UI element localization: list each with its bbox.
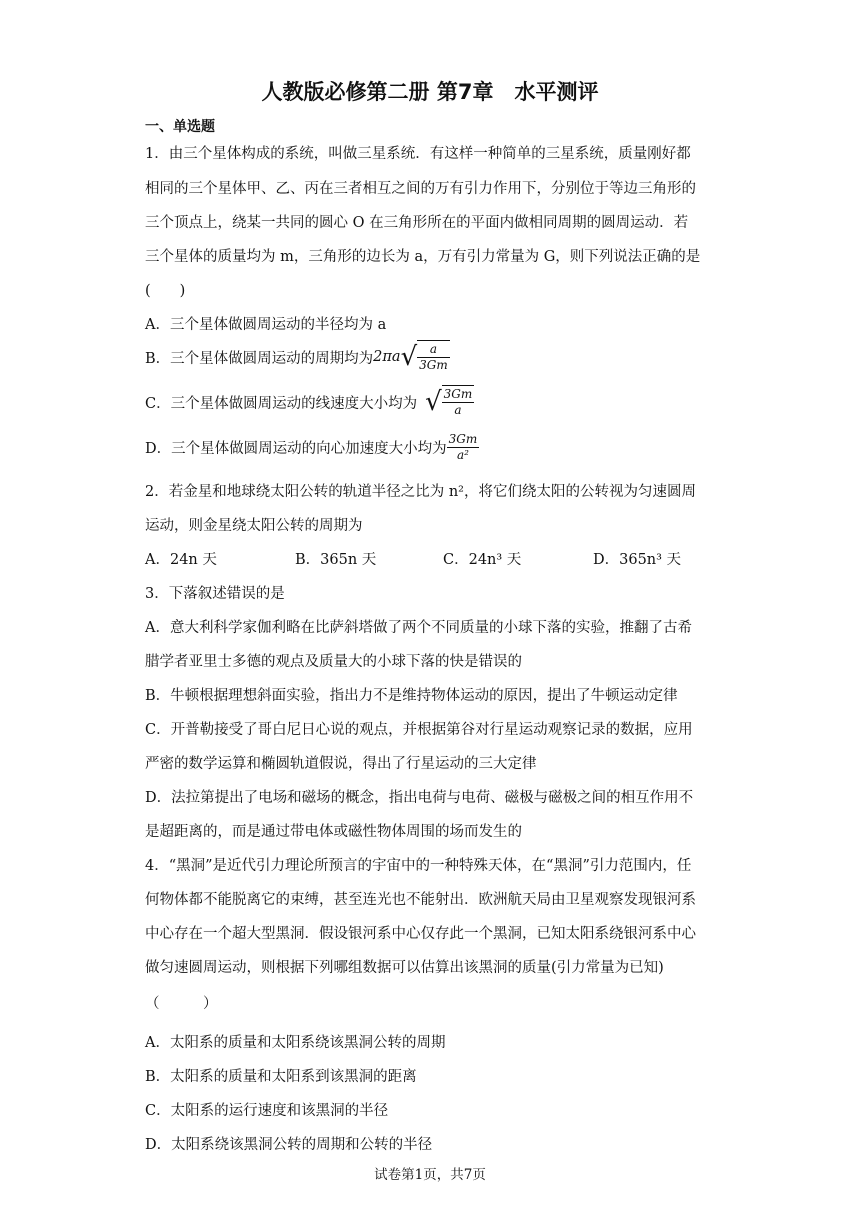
q1-option-b-text: B．三个星体做圆周运动的周期均为 [145, 350, 374, 367]
q4-option-a: A．太阳系的质量和太阳系绕该黑洞公转的周期 [145, 1035, 446, 1051]
section-heading: 一、单选题 [145, 119, 215, 135]
q2-option-d: D．365n³ 天 [593, 552, 682, 568]
q1-line-5: ( ) [145, 283, 186, 299]
q1-option-c-den: a [454, 403, 462, 417]
sqrt-symbol: √ $\frac{a}{3Gm}$ [400, 342, 448, 372]
q1-option-c-text: C．三个星体做圆周运动的线速度大小均为 [145, 395, 418, 412]
q2-option-b: B．365n 天 [295, 552, 377, 568]
q1-option-b-prefix: 2πa [373, 349, 401, 365]
q4-option-d: D．太阳系绕该黑洞公转的周期和公转的半径 [145, 1137, 433, 1153]
q2-option-a: A．24n 天 [145, 552, 217, 568]
q3-line-2: A．意大利科学家伽利略在比萨斜塔做了两个不同质量的小球下落的实验，推翻了古希 [145, 620, 692, 636]
q1-option-a: A．三个星体做圆周运动的半径均为 a [145, 317, 387, 333]
q3-line-6: 严密的数学运算和椭圆轨道假说，得出了行星运动的三大定律 [145, 756, 537, 772]
q1-line-4: 三个星体的质量均为 m，三角形的边长为 a，万有引力常量为 G，则下列说法正确的是 [145, 249, 701, 265]
q3-line-8: 是超距离的，而是通过带电体或磁性物体周围的场而发生的 [145, 824, 522, 840]
q3-line-4: B．牛顿根据理想斜面实验，指出力不是维持物体运动的原因，提出了牛顿运动定律 [145, 688, 678, 704]
q3-line-1: 3．下落叙述错误的是 [145, 586, 285, 602]
q1-option-c [145, 385, 474, 419]
q1-line-1: 1．由三个星体构成的系统，叫做三星系统．有这样一种简单的三星系统，质量刚好都 [145, 146, 691, 162]
q1-option-d-num: 3Gm [448, 432, 478, 446]
page-title: 人教版必修第二册 第7章 水平测评 [261, 80, 599, 104]
q1-option-b-den: 3Gm [419, 358, 448, 372]
q1-option-d-text: D．三个星体做圆周运动的向心加速度大小均为 [145, 441, 447, 457]
q3-line-7: D．法拉第提出了电场和磁场的概念，指出电荷与电荷、磁极与磁极之间的相互作用不 [145, 790, 694, 806]
q1-option-c-num: 3Gm [443, 387, 473, 401]
page-footer: 试卷第1页，共7页 [374, 1167, 486, 1183]
sqrt-symbol: √ $\frac{3Gm}{a}$ [425, 387, 473, 417]
q2-option-c: C．24n³ 天 [443, 552, 522, 568]
q4-option-b: B．太阳系的质量和太阳系到该黑洞的距离 [145, 1069, 417, 1085]
q2-line-2: 运动，则金星绕太阳公转的周期为 [145, 518, 363, 534]
q2-line-1: 2．若金星和地球绕太阳公转的轨道半径之比为 n²，将它们绕太阳的公转视为匀速圆周 [145, 484, 696, 500]
q4-option-c: C．太阳系的运行速度和该黑洞的半径 [145, 1103, 389, 1119]
q4-line-1: 4．“黑洞”是近代引力理论所预言的宇宙中的一种特殊天体，在“黑洞”引力范围内，任 [145, 858, 692, 874]
q1-line-3: 三个顶点上，绕某一共同的圆心 O 在三角形所在的平面内做相同周期的圆周运动．若 [145, 215, 689, 231]
q4-line-4: 做匀速圆周运动，则根据下列哪组数据可以估算出该黑洞的质量(引力常量为已知) [145, 960, 664, 976]
q4-line-5: （ ） [145, 996, 218, 1012]
q4-line-3: 中心存在一个超大型黑洞．假设银河系中心仅存此一个黑洞，已知太阳系绕银河系中心 [145, 926, 696, 942]
q1-option-b-num: a [417, 342, 450, 358]
q1-option-b [145, 340, 450, 374]
q3-line-3: 腊学者亚里士多德的观点及质量大的小球下落的快是错误的 [145, 654, 522, 670]
q1-line-2: 相同的三个星体甲、乙、丙在三者相互之间的万有引力作用下，分别位于等边三角形的 [145, 181, 696, 197]
q3-line-5: C．开普勒接受了哥白尼日心说的观点，并根据第谷对行星运动观察记录的数据，应用 [145, 722, 693, 738]
q4-line-2: 何物体都不能脱离它的束缚，甚至连光也不能射出．欧洲航天局由卫星观察发现银河系 [145, 892, 696, 908]
q1-option-d [145, 432, 479, 463]
q1-option-d-den: a² [456, 448, 469, 462]
